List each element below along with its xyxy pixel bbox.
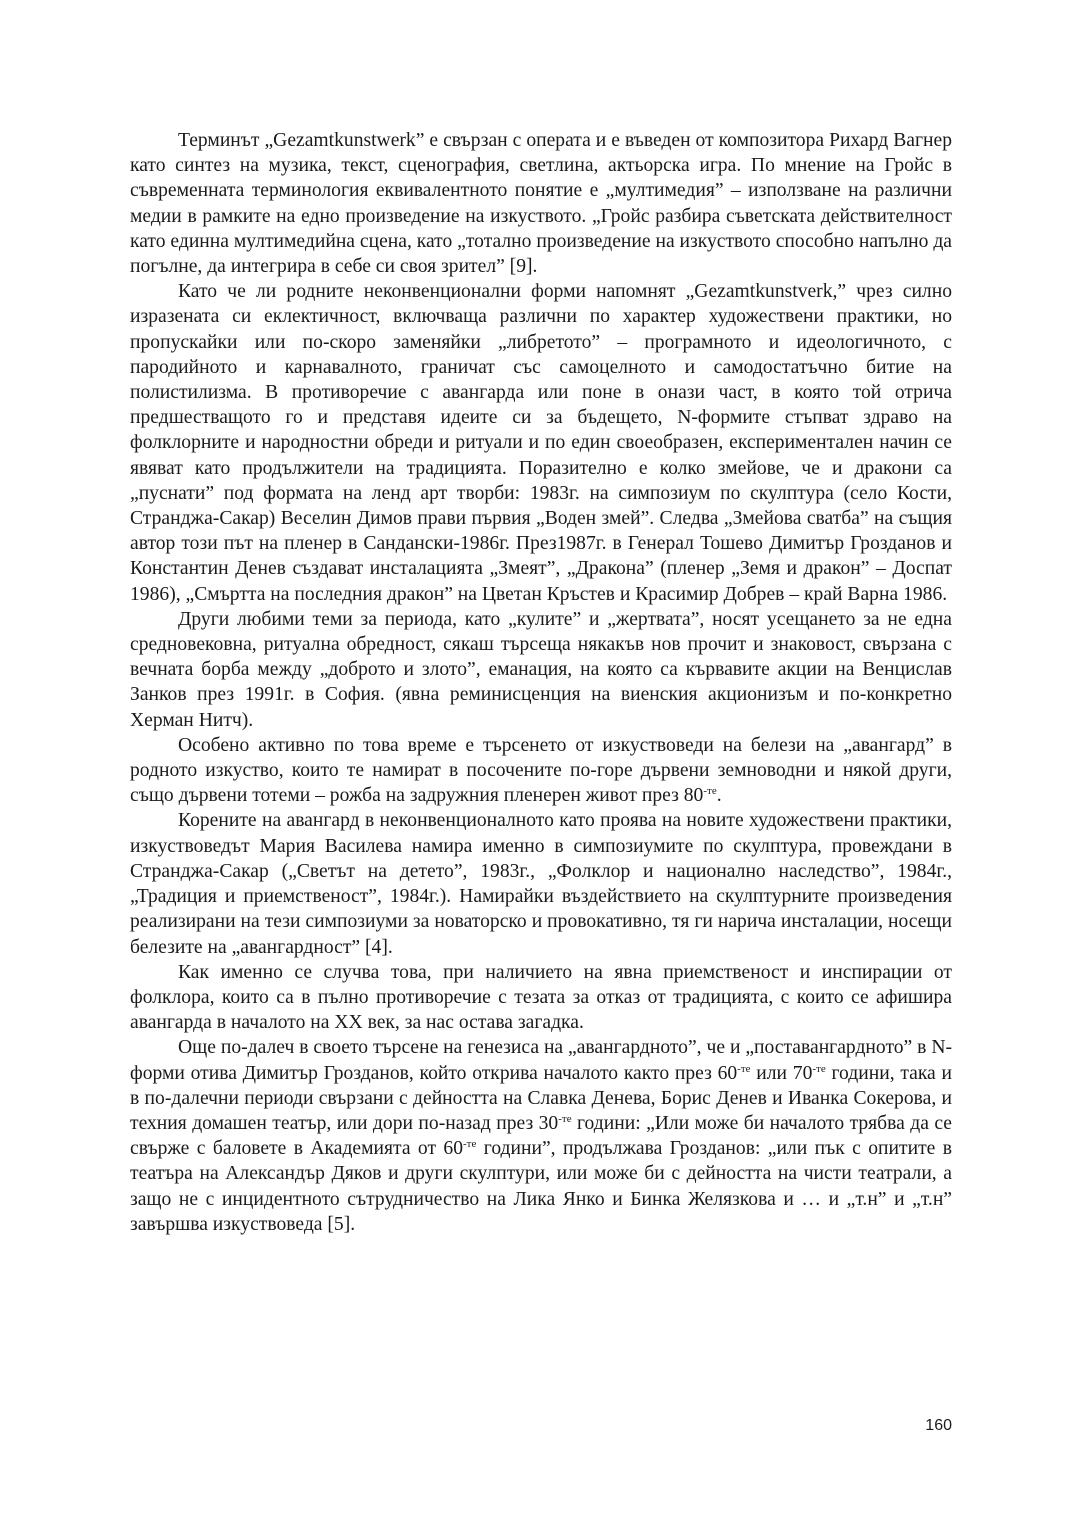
paragraph-7-segment: или 70 xyxy=(750,1062,813,1084)
superscript-suffix: -те xyxy=(737,1062,751,1075)
superscript-suffix: -те xyxy=(463,1138,477,1151)
superscript-suffix: -те xyxy=(558,1112,572,1125)
paragraph-7-segment: години, така и в по-далечни периоди свързани с дейността на Славка Денева, Борис Денев и Иванка Сокерова, и техния домашен театър, или дори по-назад през 30 xyxy=(130,1062,952,1134)
paragraph-4 xyxy=(130,733,952,809)
paragraph-7 xyxy=(130,1035,952,1237)
paragraph-2: Като че ли родните неконвенционални форми напомнят „Gezamtkunstverk,” чрез силно изразената си еклектичност, включваща различни по характер художествени практики, но пропускайки или по-скоро заменяйки „либретото” – програмното и идеологичното, с пародийното и карнавалното, граничат със самоцелното и самодостатъчно битие на полистилизма. В противоречие с авангарда или поне в онази част, в която той отрича предшестващото го и представя идеите си за бъдещето, N-формите стъпват здраво на фолклорните и народностни обреди и ритуали и по един своеобразен, експериментален начин се явяват като продължители на традицията. Поразително е колко змейове, че и дракони са „пуснати” под формата на ленд арт творби: 1983г. на симпозиум по скулптура (село Кости, Странджа-Сакар) Веселин Димов прави първия „Воден змей”. Следва „Змейова сватба” на същия автор този път на пленер в Сандански-1986г. През1987г. в Генерал Тошево Димитър Грозданов и Константин Денев създават инсталацията „Змеят”, „Дракона” (пленер „Земя и дракон” – Доспат 1986), „Смъртта на последния дракон” на Цветан Кръстев и Красимир Добрев – край Варна 1986. xyxy=(130,281,952,605)
paragraph-5: Корените на авангард в неконвенционалното като проява на новите художествени практики, изкуствоведът Мария Василева намира именно в симпозиумите по скулптура, провеждани в Странджа-Сакар („Светът на детето”, 1983г., „Фолклор и национално наследство”, 1984г., „Традиция и приемственост”, 1984г.). Намирайки въздействието на скулптурните произведения реализирани на тези симпозиуми за новаторско и провокативно, тя ги нарича инсталации, носещи белезите на „авангардност” [4]. xyxy=(130,810,952,958)
paragraph-4-end: . xyxy=(716,785,722,807)
paragraph-4-text: Особено активно по това време е търсенето от изкуствоведи на белези на „авангард” в родното изкуство, които те намират в посочените по-горе дървени земноводни и някой други, също дървени тотеми – рожба на задружния пленерен живот през 80 xyxy=(130,734,952,807)
paragraph-1: Терминът „Gezamtkunstwerk” е свързан с операта и е въведен от композитора Рихард Вагнер като синтез на музика, текст, сценография, светлина, актьорска игра. По мнение на Гройс в съвременната терминология еквивалентното понятие е „мултимедия” – използване на различни медии в рамките на едно произведение на изкуството. „Гройс разбира съветската действителност като единна мултимедийна сцена, като „тотално произведение на изкуството способно напълно да погълне, да интегрира в себе си своя зрител” [9]. xyxy=(130,130,952,278)
paragraph-7-segment: години”, продължава Грозданов: „или пък с опитите в театъра на Александър Дяков и други скулптури, или може би с дейността на чисти театрали, а защо не с инцидентното сътрудничество на Лика Янко и Бинка Желязкова и … и „т.н” и „т.н” завършва изкуствоведа [5]. xyxy=(130,1138,952,1235)
document-body xyxy=(130,128,952,1237)
paragraph-6: Как именно се случва това, при наличието на явна приемственост и инспирации от фолклора, които са в пълно противоречие с тезата за отказ от традицията, с които се афишира авангарда в началото на XX век, за нас остава загадка. xyxy=(130,961,952,1034)
paragraph-7-segment: Още по-далеч в своето търсене на генезиса на „авангардното”, че и „поставангардното” в N-форми отива Димитър Грозданов, който открива началото както през 60 xyxy=(130,1037,952,1084)
paragraph-3: Други любими теми за периода, като „кулите” и „жертвата”, носят усещането за не една средновековна, ритуална обредност, сякаш търсеща някакъв нов прочит и знаковост, свързана с вечната борба между „доброто и злото”, еманация, на която са кървавите акции на Венцислав Занков през 1991г. в София. (явна реминисценция на виенския акционизъм и по-конкретно Херман Нитч). xyxy=(130,608,952,731)
page-number: 160 xyxy=(925,1417,952,1434)
superscript-suffix: -те xyxy=(703,785,717,798)
superscript-suffix: -те xyxy=(812,1062,826,1075)
paragraph-7-segment: години: „Или може би началото трябва да се свърже с баловете в Академията от 60 xyxy=(130,1112,952,1160)
